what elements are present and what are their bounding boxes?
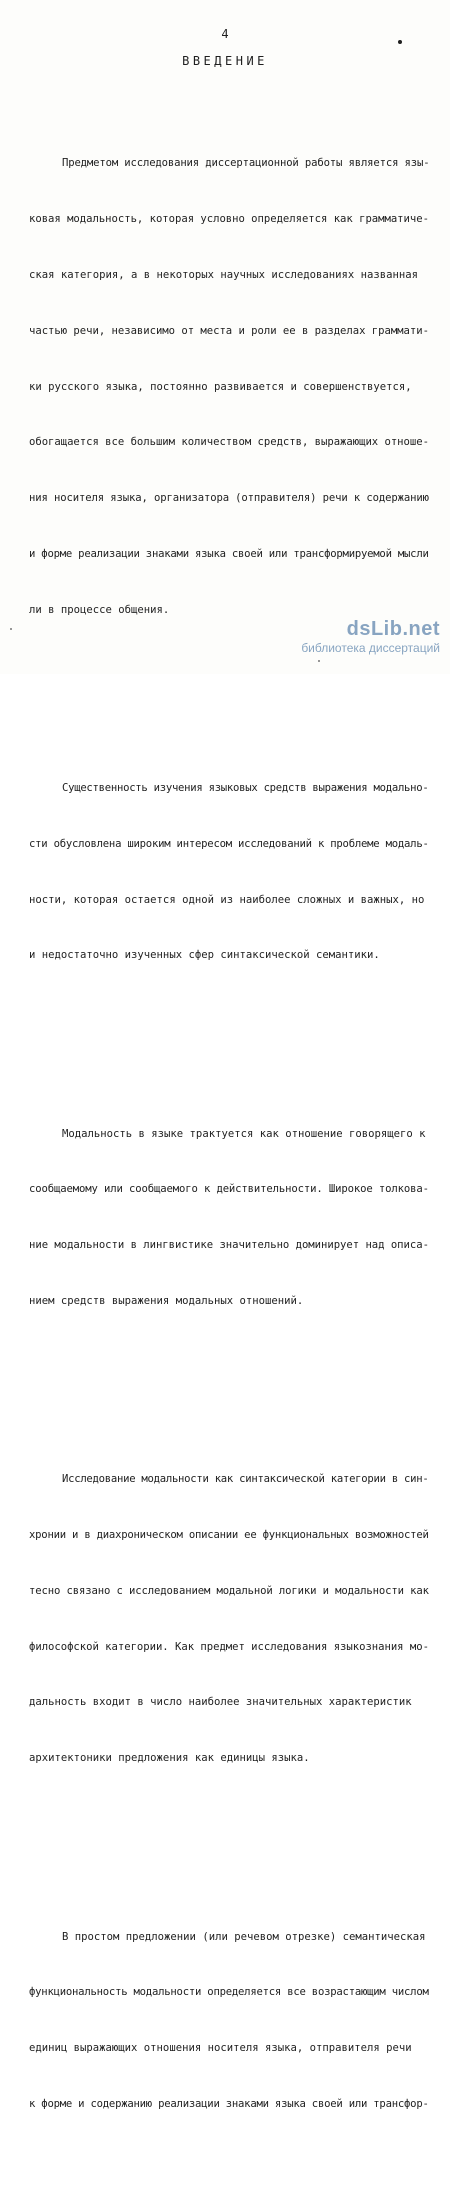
text-line: и форме реализации знаками языка своей или трансформируемой мысли — [29, 547, 429, 560]
text-line: сти обусловлена широким интересом исследований к проблеме модаль- — [29, 837, 429, 850]
text-line: к форме и содержанию реализации знаками языка своей или трансфор- — [29, 2097, 429, 2110]
watermark-brand: dsLib.net — [346, 618, 440, 640]
text-line: ки русского языка, постоянно развивается и совершенствуется, — [29, 380, 412, 393]
text-line: философской категории. Как предмет исследования языкознания мо- — [29, 1640, 429, 1653]
text-line: архитектоники предложения как единицы языка. — [29, 1752, 310, 1765]
paragraph-1 — [29, 117, 429, 656]
text-line: Исследование модальности как синтаксической категории в син- — [62, 1473, 429, 1486]
text-line: Модальность в языке трактуется как отношение говорящего к — [62, 1127, 426, 1140]
text-line: хронии и в диахроническом описании ее функциональных возможностей — [29, 1529, 429, 1542]
text-line: дальность входит в число наиболее значительных характеристик — [29, 1696, 412, 1709]
body-text — [29, 80, 429, 2188]
margin-dot — [398, 40, 402, 44]
text-line: В простом предложении (или речевом отрезке) семантическая — [62, 1930, 426, 1943]
paragraph-2 — [29, 742, 429, 1002]
scan-speck — [10, 628, 12, 630]
text-line: частью речи, независимо от места и роли ее в разделах граммати- — [29, 324, 429, 337]
paragraph-4 — [29, 1433, 429, 1805]
text-line: единиц выражающих отношения носителя языка, отправителя речи — [29, 2042, 412, 2055]
text-line: нием средств выражения модальных отношений. — [29, 1295, 304, 1307]
section-heading: ВВЕДЕНИЕ — [182, 54, 268, 68]
text-line: ская категория, а в некоторых научных исследованиях названная — [29, 268, 419, 281]
paragraph-3 — [29, 1087, 429, 1347]
page-number: 4 — [221, 27, 229, 41]
text-line: ния носителя языка, организатора (отправителя) речи к содержанию — [29, 492, 429, 505]
paragraph-5 — [29, 1890, 429, 2150]
text-line: функциональность модальности определяется все возрастающим числом — [29, 1986, 429, 1999]
watermark — [220, 618, 440, 660]
scan-speck — [318, 660, 320, 662]
text-line: тесно связано с исследованием модальной логики и модальности как — [29, 1584, 429, 1597]
text-line: Предметом исследования диссертационной работы является язы- — [62, 157, 430, 170]
text-line: обогащается все большим количеством средств, выражающих отноше- — [29, 436, 429, 449]
text-line: и недостаточно изученных сфер синтаксической семантики. — [29, 949, 380, 962]
text-line: ли в процессе общения. — [29, 603, 170, 616]
text-line: ности, которая остается одной из наиболее сложных и важных, но — [29, 893, 425, 906]
text-line: ние модальности в лингвистике значительно доминирует над описа- — [29, 1239, 429, 1252]
text-line: сообщаемому или сообщаемого к действительности. Широкое толкова- — [29, 1183, 429, 1196]
text-line: ковая модальность, которая условно определяется как грамматиче- — [29, 213, 429, 226]
text-line: Существенность изучения языковых средств выражения модально- — [62, 781, 429, 794]
watermark-tagline: библиотека диссертаций — [301, 641, 440, 655]
